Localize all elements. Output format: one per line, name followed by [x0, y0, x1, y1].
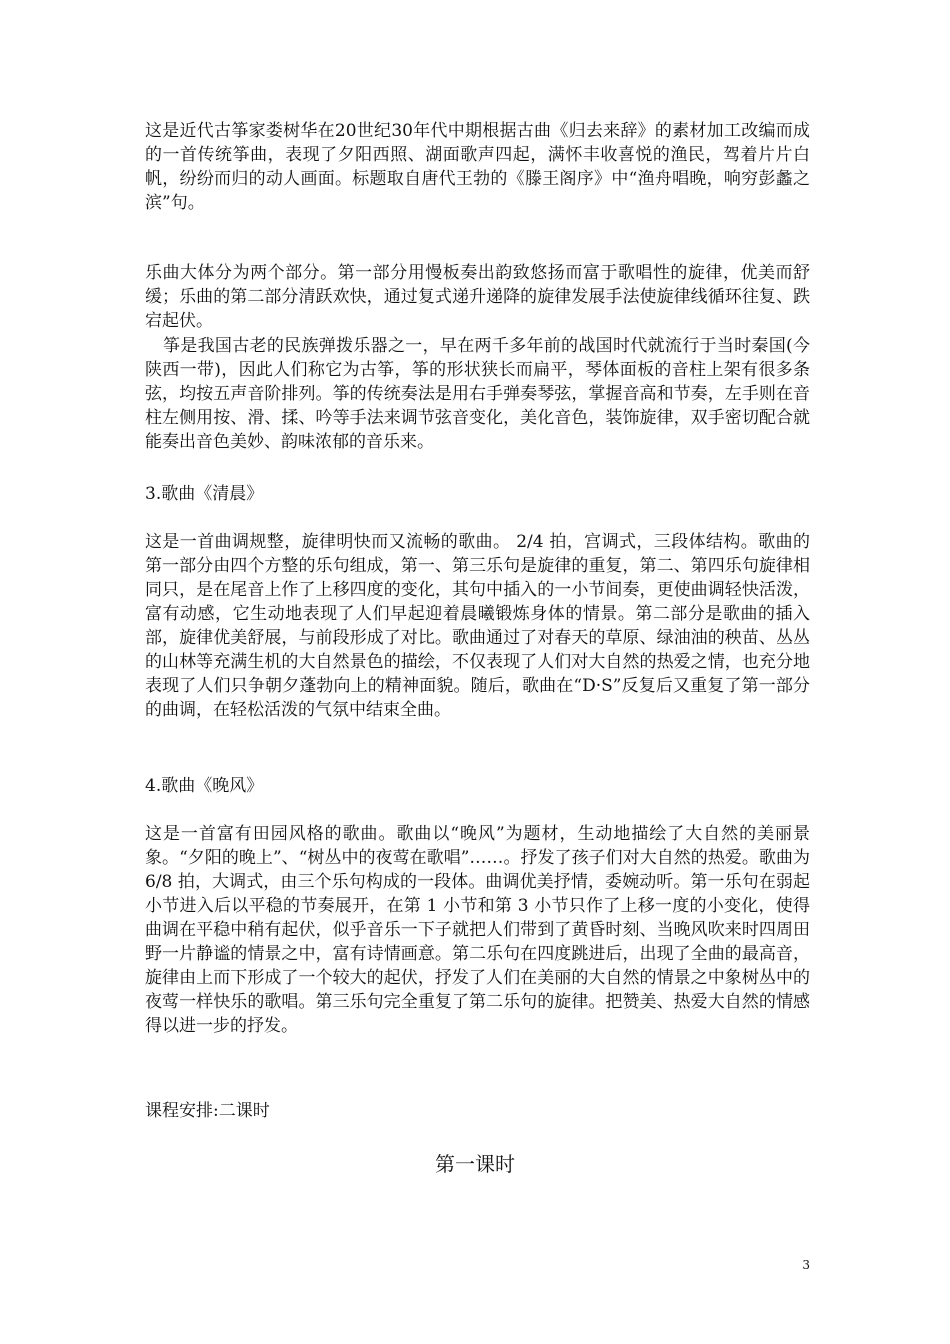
page-number: 3: [802, 1258, 810, 1272]
lesson-title: 第一课时: [435, 1152, 515, 1176]
qingchen-paragraph: 这是一首曲调规整，旋律明快而又流畅的歌曲。 2/4 拍，宫调式，三段体结构。歌曲的第一部分由四个方整的乐句组成，第一、第三乐句是旋律的重复，第二、第四乐句旋律相同只，是在尾音上作了上移四度的变化，其句中插入的一小节间奏，更使曲调轻快活泼，富有动感，它生动地表现了人们早起迎着晨曦锻炼身体的情景。第二部分是歌曲的插入部，旋律优美舒展，与前段形成了对比。歌曲通过了对春天的草原、绿油油的秧苗、丛丛的山林等充满生机的大自然景色的描绘，不仅表现了人们对大自然的热爱之情，也充分地表现了人们只争朝夕蓬勃向上的精神面貌。随后，歌曲在“D·S”反复后又重复了第一部分的曲调，在轻松活泼的气氛中结束全曲。: [145, 532, 810, 720]
guzheng-paragraph: 筝是我国古老的民族弹拨乐器之一，早在两千多年前的战国时代就流行于当时秦国(今陕西一带)，因此人们称它为古筝，筝的形状狭长而扁平，琴体面板的音柱上架有很多条弦，均按五声音阶排列。筝的传统奏法是用右手弹奏琴弦，掌握音高和节奏，左手则在音柱左侧用按、滑、揉、吟等手法来调节弦音变化，美化音色，装饰旋律，双手密切配合就能奏出音色美妙、韵味浓郁的音乐来。: [145, 336, 810, 452]
section-heading-wanfeng: 4.歌曲《晚风》: [145, 776, 264, 796]
course-schedule: 课程安排:二课时: [145, 1101, 270, 1121]
section-heading-qingchen: 3.歌曲《清晨》: [145, 484, 264, 504]
wanfeng-paragraph: 这是一首富有田园风格的歌曲。歌曲以“晚风”为题材，生动地描绘了大自然的美丽景象。“夕阳的晚上”、“树丛中的夜莺在歌唱”……。抒发了孩子们对大自然的热爱。歌曲为 6/8 拍，大调式，由三个乐句构成的一段体。曲调优美抒情，委婉动听。第一乐句在弱起小节进入后以平稳的节奏展开，在第 1 小节和第 3 小节只作了上移一度的小变化，使得曲调在平稳中稍有起伏，似乎音乐一下子就把人们带到了黄昏时刻、当晚风吹来时四周田野一片静谧的情景之中，富有诗情画意。第二乐句在四度跳进后，出现了全曲的最高音，旋律由上而下形成了一个较大的起伏，抒发了人们在美丽的大自然的情景之中象树丛中的夜莺一样快乐的歌唱。第三乐句完全重复了第二乐句的旋律。把赞美、热爱大自然的情感得以进一步的抒发。: [145, 824, 810, 1036]
intro-paragraph: 这是近代古筝家娄树华在20世纪30年代中期根据古曲《归去来辞》的素材加工改编而成的一首传统筝曲，表现了夕阳西照、湖面歌声四起，满怀丰收喜悦的渔民，驾着片片白帆，纷纷而归的动人画面。标题取自唐代王勃的《滕王阁序》中“渔舟唱晚，响穷彭蠡之滨”句。: [145, 121, 810, 213]
structure-paragraph: 乐曲大体分为两个部分。第一部分用慢板奏出韵致悠扬而富于歌唱性的旋律，优美而舒缓；乐曲的第二部分清跃欢快，通过复式递升递降的旋律发展手法使旋律线循环往复、跌宕起伏。: [145, 263, 810, 331]
